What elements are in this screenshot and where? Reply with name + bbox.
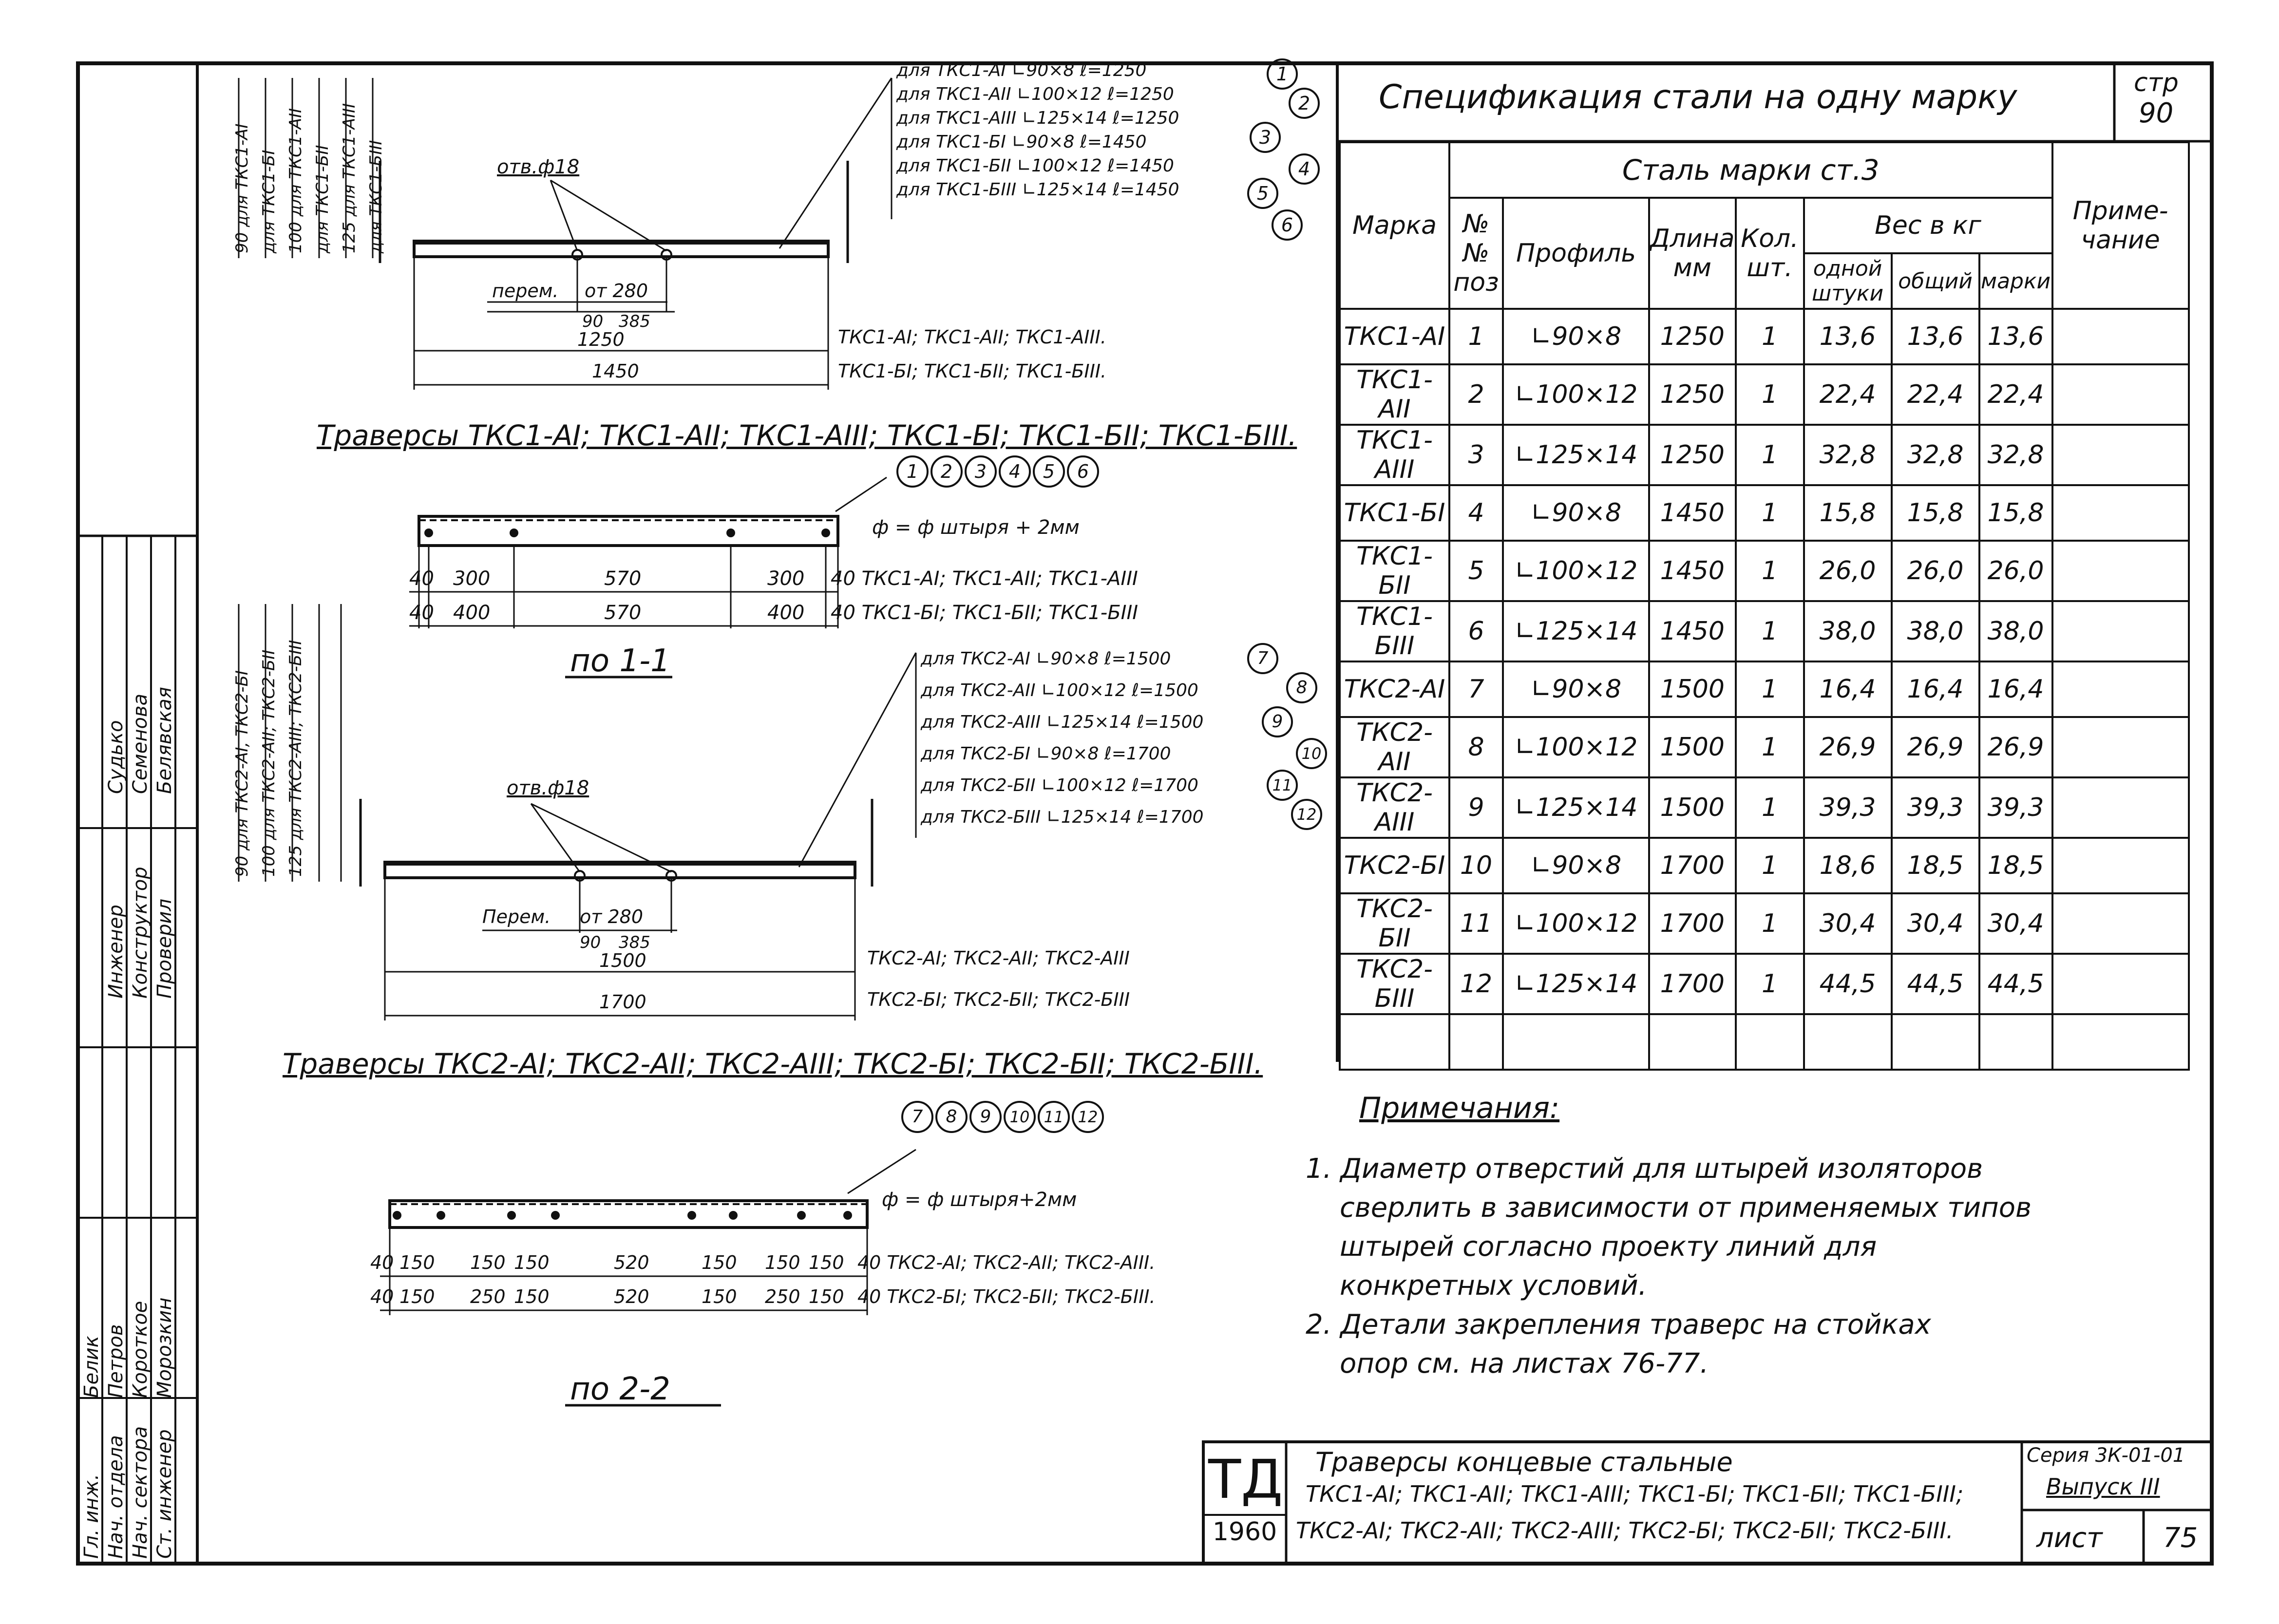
cell-w-marka: 16,4	[1979, 661, 2052, 717]
callout-text: для ТКС1-АI ∟90×8 ℓ=1250	[896, 60, 1147, 80]
cell-profile: ∟100×12	[1503, 717, 1649, 777]
dim-90: 90	[582, 312, 604, 331]
cell-profile: ∟90×8	[1503, 661, 1649, 717]
sheet-number: 75	[2163, 1522, 2198, 1554]
callout-text: для ТКС2-БII ∟100×12 ℓ=1700	[921, 775, 1198, 795]
cell-profile: ∟125×14	[1503, 777, 1649, 838]
approval-stamp-right	[105, 536, 178, 999]
cell-qty: 1	[1736, 309, 1804, 364]
col-header-w-total: общий	[1892, 253, 1979, 309]
cell-qty: 1	[1736, 541, 1804, 601]
cell-note	[2052, 364, 2189, 425]
cell-w-total: 44,5	[1892, 954, 1979, 1014]
cell-note	[2052, 893, 2189, 954]
dim-cell: 400	[453, 602, 491, 624]
dim-cell: 40 ТКС2-БI; ТКС2-БII; ТКС2-БIII.	[857, 1286, 1156, 1307]
role-senior-engineer: Ст. инженер	[153, 1429, 176, 1559]
cell-profile: ∟100×12	[1503, 541, 1649, 601]
cell-marka: ТКС1-БIII	[1340, 601, 1449, 661]
table-row	[1340, 485, 2189, 541]
cell-marka: ТКС2-АI	[1340, 661, 1449, 717]
col-header-w-marka: марки	[1979, 253, 2052, 309]
position-number-circle: 2	[1289, 88, 1320, 119]
cell-w-total: 26,9	[1892, 717, 1979, 777]
dim-cell: 300	[453, 567, 491, 590]
dim-cell: 150	[399, 1286, 435, 1307]
col-header-pos	[1449, 198, 1503, 309]
cell-w-total: 39,3	[1892, 777, 1979, 838]
dim-cell: 150	[765, 1252, 800, 1273]
side-label: 90 для ТКС2-АI, ТКС2-БI	[232, 670, 252, 877]
position-circle: 7	[901, 1101, 933, 1133]
cell-w-one: 26,0	[1804, 541, 1892, 601]
dim-cell: 40 ТКС2-АI; ТКС2-АII; ТКС2-АIII.	[857, 1252, 1156, 1273]
qty-header-line: Кол.	[1741, 224, 1799, 253]
cell-marka: ТКС1-АIII	[1340, 425, 1449, 485]
length-header-line: Длина	[1650, 224, 1735, 253]
cell-length: 1250	[1649, 364, 1736, 425]
role-checker: Проверил	[153, 898, 176, 999]
sheet-title-line2: ТКС1-АI; ТКС1-АII; ТКС1-АIII; ТКС1-БI; ТКС1-БII; ТКС1-БIII;	[1306, 1481, 1964, 1507]
plan-1-row-a	[409, 567, 1169, 592]
cell-w-total: 18,5	[1892, 838, 1979, 893]
cell-profile: ∟90×8	[1503, 309, 1649, 364]
dim-cell: 250	[765, 1286, 800, 1307]
dim-cell: 300	[767, 567, 805, 590]
position-circle: 6	[1067, 455, 1099, 488]
dim-cell: 150	[514, 1252, 550, 1273]
callouts-1	[896, 58, 1179, 202]
name-belyavskaya: Белявская	[153, 687, 176, 794]
cell-length: 1450	[1649, 601, 1736, 661]
position-circles-1	[896, 455, 1099, 488]
sheet-label: лист	[2036, 1522, 2103, 1554]
series-label: Серия 3К-01-01	[2027, 1444, 2185, 1467]
cell-w-marka: 38,0	[1979, 601, 2052, 661]
dim-cell: 150	[514, 1286, 550, 1307]
set-a-label: ТКС2-АI; ТКС2-АII; ТКС2-АIII	[867, 947, 1130, 969]
position-number-circle: 3	[1250, 122, 1281, 153]
cell-pos: 4	[1449, 485, 1503, 541]
dim-cell: 400	[767, 602, 805, 624]
cell-w-marka: 18,5	[1979, 838, 2052, 893]
cell-w-one: 44,5	[1804, 954, 1892, 1014]
cell-note	[2052, 717, 2189, 777]
cell-length: 1700	[1649, 838, 1736, 893]
cell-note	[2052, 661, 2189, 717]
callout-text: для ТКС1-БI ∟90×8 ℓ=1450	[896, 132, 1147, 152]
length-1450: 1450	[592, 360, 639, 382]
dim-385: 385	[619, 312, 650, 331]
phi-note-1: ф = ф штыря + 2мм	[872, 516, 1080, 539]
hole-label: отв.ф18	[497, 156, 580, 178]
side-labels-2	[229, 640, 309, 877]
cell-w-one: 32,8	[1804, 425, 1892, 485]
variable-label: перем.	[492, 280, 559, 302]
position-number-circle: 1	[1267, 58, 1298, 90]
side-label: 90 для ТКС1-АI	[232, 123, 252, 253]
col-header-w-one	[1804, 253, 1892, 309]
position-circle: 2	[931, 455, 963, 488]
note-line: сверлить в зависимости от применяемых типов	[1340, 1192, 2032, 1224]
dim-cell: 150	[470, 1252, 506, 1273]
position-number-circle: 8	[1286, 672, 1317, 703]
note-line: конкретных условий.	[1340, 1270, 1647, 1302]
issue-label: Выпуск III	[2046, 1473, 2160, 1500]
cell-w-marka: 32,8	[1979, 425, 2052, 485]
length-header-line: мм	[1673, 253, 1711, 283]
steel-grade-header: Сталь марки ст.3	[1449, 142, 2052, 198]
cell-w-marka: 13,6	[1979, 309, 2052, 364]
cell-pos: 9	[1449, 777, 1503, 838]
table-row	[1340, 954, 2189, 1014]
table-row	[1340, 777, 2189, 838]
spec-title: Спецификация стали на одну марку	[1379, 78, 2017, 116]
cell-profile: ∟90×8	[1503, 485, 1649, 541]
cell-w-one: 30,4	[1804, 893, 1892, 954]
dim-cell: 520	[614, 1286, 649, 1307]
col-header-weight: Вес в кг	[1804, 198, 2052, 253]
cell-length: 1500	[1649, 777, 1736, 838]
dim-cell: 40	[409, 602, 434, 624]
role-designer: Конструктор	[129, 867, 152, 999]
cell-note	[2052, 309, 2189, 364]
callouts-2	[921, 643, 1204, 833]
cell-w-marka: 39,3	[1979, 777, 2052, 838]
cell-qty: 1	[1736, 838, 1804, 893]
cell-pos: 3	[1449, 425, 1503, 485]
table-row	[1340, 661, 2189, 717]
from-dim: от 280	[585, 280, 648, 302]
cell-pos: 11	[1449, 893, 1503, 954]
cell-pos: 8	[1449, 717, 1503, 777]
sheet-title-line3: ТКС2-АI; ТКС2-АII; ТКС2-АIII; ТКС2-БI; ТКС2-БII; ТКС2-БIII.	[1296, 1517, 1954, 1544]
variable-label: Перем.	[482, 906, 551, 927]
cell-w-one: 38,0	[1804, 601, 1892, 661]
cell-pos: 6	[1449, 601, 1503, 661]
cell-qty: 1	[1736, 485, 1804, 541]
cell-profile: ∟100×12	[1503, 364, 1649, 425]
table-row-empty	[1340, 1014, 2189, 1070]
note-line: штырей согласно проекту линий для	[1340, 1231, 1877, 1263]
cell-w-one: 18,6	[1804, 838, 1892, 893]
cell-length: 1500	[1649, 717, 1736, 777]
cell-pos: 5	[1449, 541, 1503, 601]
cell-length: 1250	[1649, 309, 1736, 364]
position-circle: 12	[1072, 1101, 1104, 1133]
name-petrov: Петров	[105, 1324, 127, 1398]
plan-2-row-a	[370, 1252, 1247, 1276]
position-circle: 11	[1038, 1101, 1070, 1133]
callout-text: для ТКС1-БII ∟100×12 ℓ=1450	[896, 156, 1174, 176]
cell-pos: 12	[1449, 954, 1503, 1014]
cell-marka: ТКС2-БII	[1340, 893, 1449, 954]
callout-text: для ТКС1-АII ∟100×12 ℓ=1250	[896, 84, 1174, 104]
callout-text: для ТКС2-БIII ∟125×14 ℓ=1700	[921, 807, 1204, 827]
cell-qty: 1	[1736, 425, 1804, 485]
dim-cell: 570	[604, 602, 642, 624]
length-1500: 1500	[599, 950, 646, 971]
table-row	[1340, 893, 2189, 954]
cell-qty: 1	[1736, 893, 1804, 954]
cell-marka: ТКС2-АII	[1340, 717, 1449, 777]
cell-w-marka: 26,9	[1979, 717, 2052, 777]
w-one-header-line: одной	[1813, 256, 1882, 281]
dim-cell: 40	[370, 1252, 394, 1273]
cell-w-marka: 30,4	[1979, 893, 2052, 954]
cell-w-marka: 22,4	[1979, 364, 2052, 425]
cell-w-one: 13,6	[1804, 309, 1892, 364]
col-header-marka: Марка	[1340, 142, 1449, 309]
col-header-qty	[1736, 198, 1804, 309]
role-sector-head: Нач. сектора	[129, 1426, 152, 1559]
position-circle: 3	[965, 455, 997, 488]
position-circle: 4	[999, 455, 1031, 488]
position-number-circle: 12	[1291, 799, 1322, 830]
position-circle: 9	[969, 1101, 1002, 1133]
phi-note-2: ф = ф штыря+2мм	[882, 1189, 1077, 1211]
position-circles-2	[901, 1101, 1104, 1133]
cell-length: 1700	[1649, 893, 1736, 954]
drawing2-title: Траверсы ТКС2-АI; ТКС2-АII; ТКС2-АIII; ТКС2-БI; ТКС2-БII; ТКС2-БIII.	[283, 1047, 1263, 1080]
position-circle: 8	[935, 1101, 968, 1133]
length-1250: 1250	[577, 329, 625, 350]
cell-w-total: 13,6	[1892, 309, 1979, 364]
dim-cell: 520	[614, 1252, 649, 1273]
callout-text: для ТКС1-БIII ∟125×14 ℓ=1450	[896, 180, 1179, 200]
drawing1-title: Траверсы ТКС1-АI; ТКС1-АII; ТКС1-АIII; ТКС1-БI; ТКС1-БII; ТКС1-БIII.	[317, 419, 1297, 452]
cell-w-total: 30,4	[1892, 893, 1979, 954]
table-row	[1340, 364, 2189, 425]
page-number: 90	[2139, 97, 2174, 129]
note-line: опор см. на листах 76-77.	[1340, 1348, 1709, 1379]
role-dept-head: Нач. отдела	[105, 1435, 127, 1559]
cell-marka: ТКС1-АI	[1340, 309, 1449, 364]
notes-title: Примечания:	[1359, 1091, 1560, 1125]
cell-note	[2052, 954, 2189, 1014]
cell-note	[2052, 777, 2189, 838]
cell-pos: 10	[1449, 838, 1503, 893]
table-row	[1340, 717, 2189, 777]
cell-profile: ∟100×12	[1503, 893, 1649, 954]
cell-w-marka: 26,0	[1979, 541, 2052, 601]
pos-header-line: №№	[1462, 209, 1490, 268]
side-labels-1	[229, 103, 390, 253]
note-header-line: чание	[2081, 226, 2160, 255]
position-number-circle: 6	[1272, 209, 1303, 241]
dim-cell: 150	[809, 1286, 844, 1307]
cell-length: 1700	[1649, 954, 1736, 1014]
cell-profile: ∟125×14	[1503, 954, 1649, 1014]
side-label: 125 для ТКС2-АIII; ТКС2-БIII	[286, 640, 305, 877]
callout-text: для ТКС2-АI ∟90×8 ℓ=1500	[921, 649, 1171, 669]
notes-list	[1306, 1150, 2032, 1383]
position-number-circle: 4	[1289, 153, 1320, 185]
cell-qty: 1	[1736, 777, 1804, 838]
callout-text: для ТКС2-АII ∟100×12 ℓ=1500	[921, 680, 1198, 700]
cell-qty: 1	[1736, 954, 1804, 1014]
table-row	[1340, 601, 2189, 661]
col-header-note	[2052, 142, 2189, 309]
side-label: для ТКС1-БII	[313, 145, 332, 253]
side-label: для ТКС1-БI	[259, 150, 279, 253]
qty-header-line: шт.	[1747, 253, 1793, 283]
cell-w-total: 15,8	[1892, 485, 1979, 541]
set-a-label: ТКС1-АI; ТКС1-АII; ТКС1-АIII.	[838, 326, 1106, 348]
callout-text: для ТКС2-АIII ∟125×14 ℓ=1500	[921, 712, 1204, 732]
plan-2-row-b	[370, 1286, 1247, 1310]
name-semenova: Семенова	[129, 693, 152, 794]
dim-cell: 40	[370, 1286, 394, 1307]
cell-w-total: 38,0	[1892, 601, 1979, 661]
cell-qty: 1	[1736, 717, 1804, 777]
table-row	[1340, 425, 2189, 485]
cell-marka: ТКС2-БIII	[1340, 954, 1449, 1014]
callout-text: для ТКС2-БI ∟90×8 ℓ=1700	[921, 744, 1171, 764]
position-number-circle: 11	[1267, 770, 1298, 801]
cell-pos: 1	[1449, 309, 1503, 364]
role-engineer: Инженер	[105, 905, 127, 999]
dim-cell: 150	[702, 1286, 737, 1307]
cell-profile: ∟125×14	[1503, 601, 1649, 661]
organization-logo: ТД	[1208, 1448, 1283, 1511]
position-circle: 1	[896, 455, 929, 488]
position-number-circle: 9	[1262, 706, 1293, 737]
cell-note	[2052, 541, 2189, 601]
col-header-profile: Профиль	[1503, 198, 1649, 309]
set-b-label: ТКС2-БI; ТКС2-БII; ТКС2-БIII	[867, 989, 1130, 1010]
cell-w-one: 15,8	[1804, 485, 1892, 541]
cell-pos: 7	[1449, 661, 1503, 717]
cell-marka: ТКС1-БI	[1340, 485, 1449, 541]
sheet-title-line1: Траверсы концевые стальные	[1315, 1447, 1733, 1477]
name-sudko: Судько	[105, 720, 127, 794]
dim-cell: 40 ТКС1-АI; ТКС1-АII; ТКС1-АIII	[831, 567, 1138, 590]
cell-marka: ТКС1-БII	[1340, 541, 1449, 601]
dim-cell: 250	[470, 1286, 506, 1307]
dim-cell: 150	[809, 1252, 844, 1273]
cell-note	[2052, 425, 2189, 485]
hole-label: отв.ф18	[507, 777, 589, 799]
cell-w-total: 16,4	[1892, 661, 1979, 717]
section-1-1-label: по 1-1	[570, 643, 670, 679]
set-b-label: ТКС1-БI; ТКС1-БII; ТКС1-БIII.	[838, 360, 1107, 382]
cell-w-marka: 15,8	[1979, 485, 2052, 541]
cell-note	[2052, 601, 2189, 661]
stamp-year: 1960	[1212, 1517, 1277, 1547]
position-circle: 5	[1033, 455, 1065, 488]
table-row	[1340, 309, 2189, 364]
dim-cell: 570	[604, 567, 642, 590]
pos-header-line: поз	[1453, 268, 1499, 297]
note-line: 2. Детали закрепления траверс на стойках	[1306, 1309, 1931, 1341]
cell-length: 1450	[1649, 541, 1736, 601]
section-2-2-label: по 2-2	[570, 1371, 670, 1407]
cell-marka: ТКС2-АIII	[1340, 777, 1449, 838]
position-number-circle: 5	[1247, 178, 1278, 209]
side-label: для ТКС1-БIII	[366, 140, 386, 253]
name-korotkov: Короткое	[129, 1301, 152, 1398]
plan-1-row-b	[409, 602, 1169, 626]
dim-cell: 40 ТКС1-БI; ТКС1-БII; ТКС1-БIII	[831, 602, 1139, 624]
length-1700: 1700	[599, 991, 646, 1013]
cell-qty: 1	[1736, 364, 1804, 425]
cell-qty: 1	[1736, 661, 1804, 717]
cell-profile: ∟90×8	[1503, 838, 1649, 893]
cell-qty: 1	[1736, 601, 1804, 661]
cell-marka: ТКС1-АII	[1340, 364, 1449, 425]
cell-w-total: 22,4	[1892, 364, 1979, 425]
cell-w-one: 16,4	[1804, 661, 1892, 717]
cell-w-total: 32,8	[1892, 425, 1979, 485]
from-dim: от 280	[580, 906, 643, 927]
cell-profile: ∟125×14	[1503, 425, 1649, 485]
side-label: 100 для ТКС2-АII; ТКС2-БII	[259, 649, 279, 877]
dim-cell: 150	[702, 1252, 737, 1273]
cell-note	[2052, 838, 2189, 893]
cell-w-one: 26,9	[1804, 717, 1892, 777]
cell-w-one: 39,3	[1804, 777, 1892, 838]
cell-pos: 2	[1449, 364, 1503, 425]
name-belik: Белик	[80, 1336, 103, 1398]
cell-length: 1450	[1649, 485, 1736, 541]
cell-note	[2052, 485, 2189, 541]
position-number-circle: 10	[1296, 738, 1327, 769]
table-row	[1340, 838, 2189, 893]
position-number-circle: 7	[1247, 643, 1278, 674]
position-circle: 10	[1004, 1101, 1036, 1133]
callout-text: для ТКС1-АIII ∟125×14 ℓ=1250	[896, 108, 1179, 128]
role-chief-engineer: Гл. инж.	[80, 1473, 103, 1559]
dim-90: 90	[580, 933, 601, 952]
cell-length: 1500	[1649, 661, 1736, 717]
spec-table	[1339, 141, 2190, 1071]
side-label: 100 для ТКС1-АII	[286, 108, 305, 253]
dim-cell: 150	[399, 1252, 435, 1273]
note-line: 1. Диаметр отверстий для штырей изоляторов	[1306, 1153, 1983, 1185]
cell-length: 1250	[1649, 425, 1736, 485]
note-header-line: Приме-	[2072, 196, 2168, 226]
w-one-header-line: штуки	[1811, 281, 1884, 306]
page-label: стр	[2134, 68, 2179, 97]
dim-cell: 40	[409, 567, 434, 590]
dim-385: 385	[619, 933, 650, 952]
table-row	[1340, 541, 2189, 601]
cell-w-one: 22,4	[1804, 364, 1892, 425]
side-label: 125 для ТКС1-АIII	[340, 103, 359, 253]
cell-w-total: 26,0	[1892, 541, 1979, 601]
cell-marka: ТКС2-БI	[1340, 838, 1449, 893]
col-header-length	[1649, 198, 1736, 309]
cell-w-marka: 44,5	[1979, 954, 2052, 1014]
name-morozkin: Морозкин	[153, 1297, 176, 1398]
